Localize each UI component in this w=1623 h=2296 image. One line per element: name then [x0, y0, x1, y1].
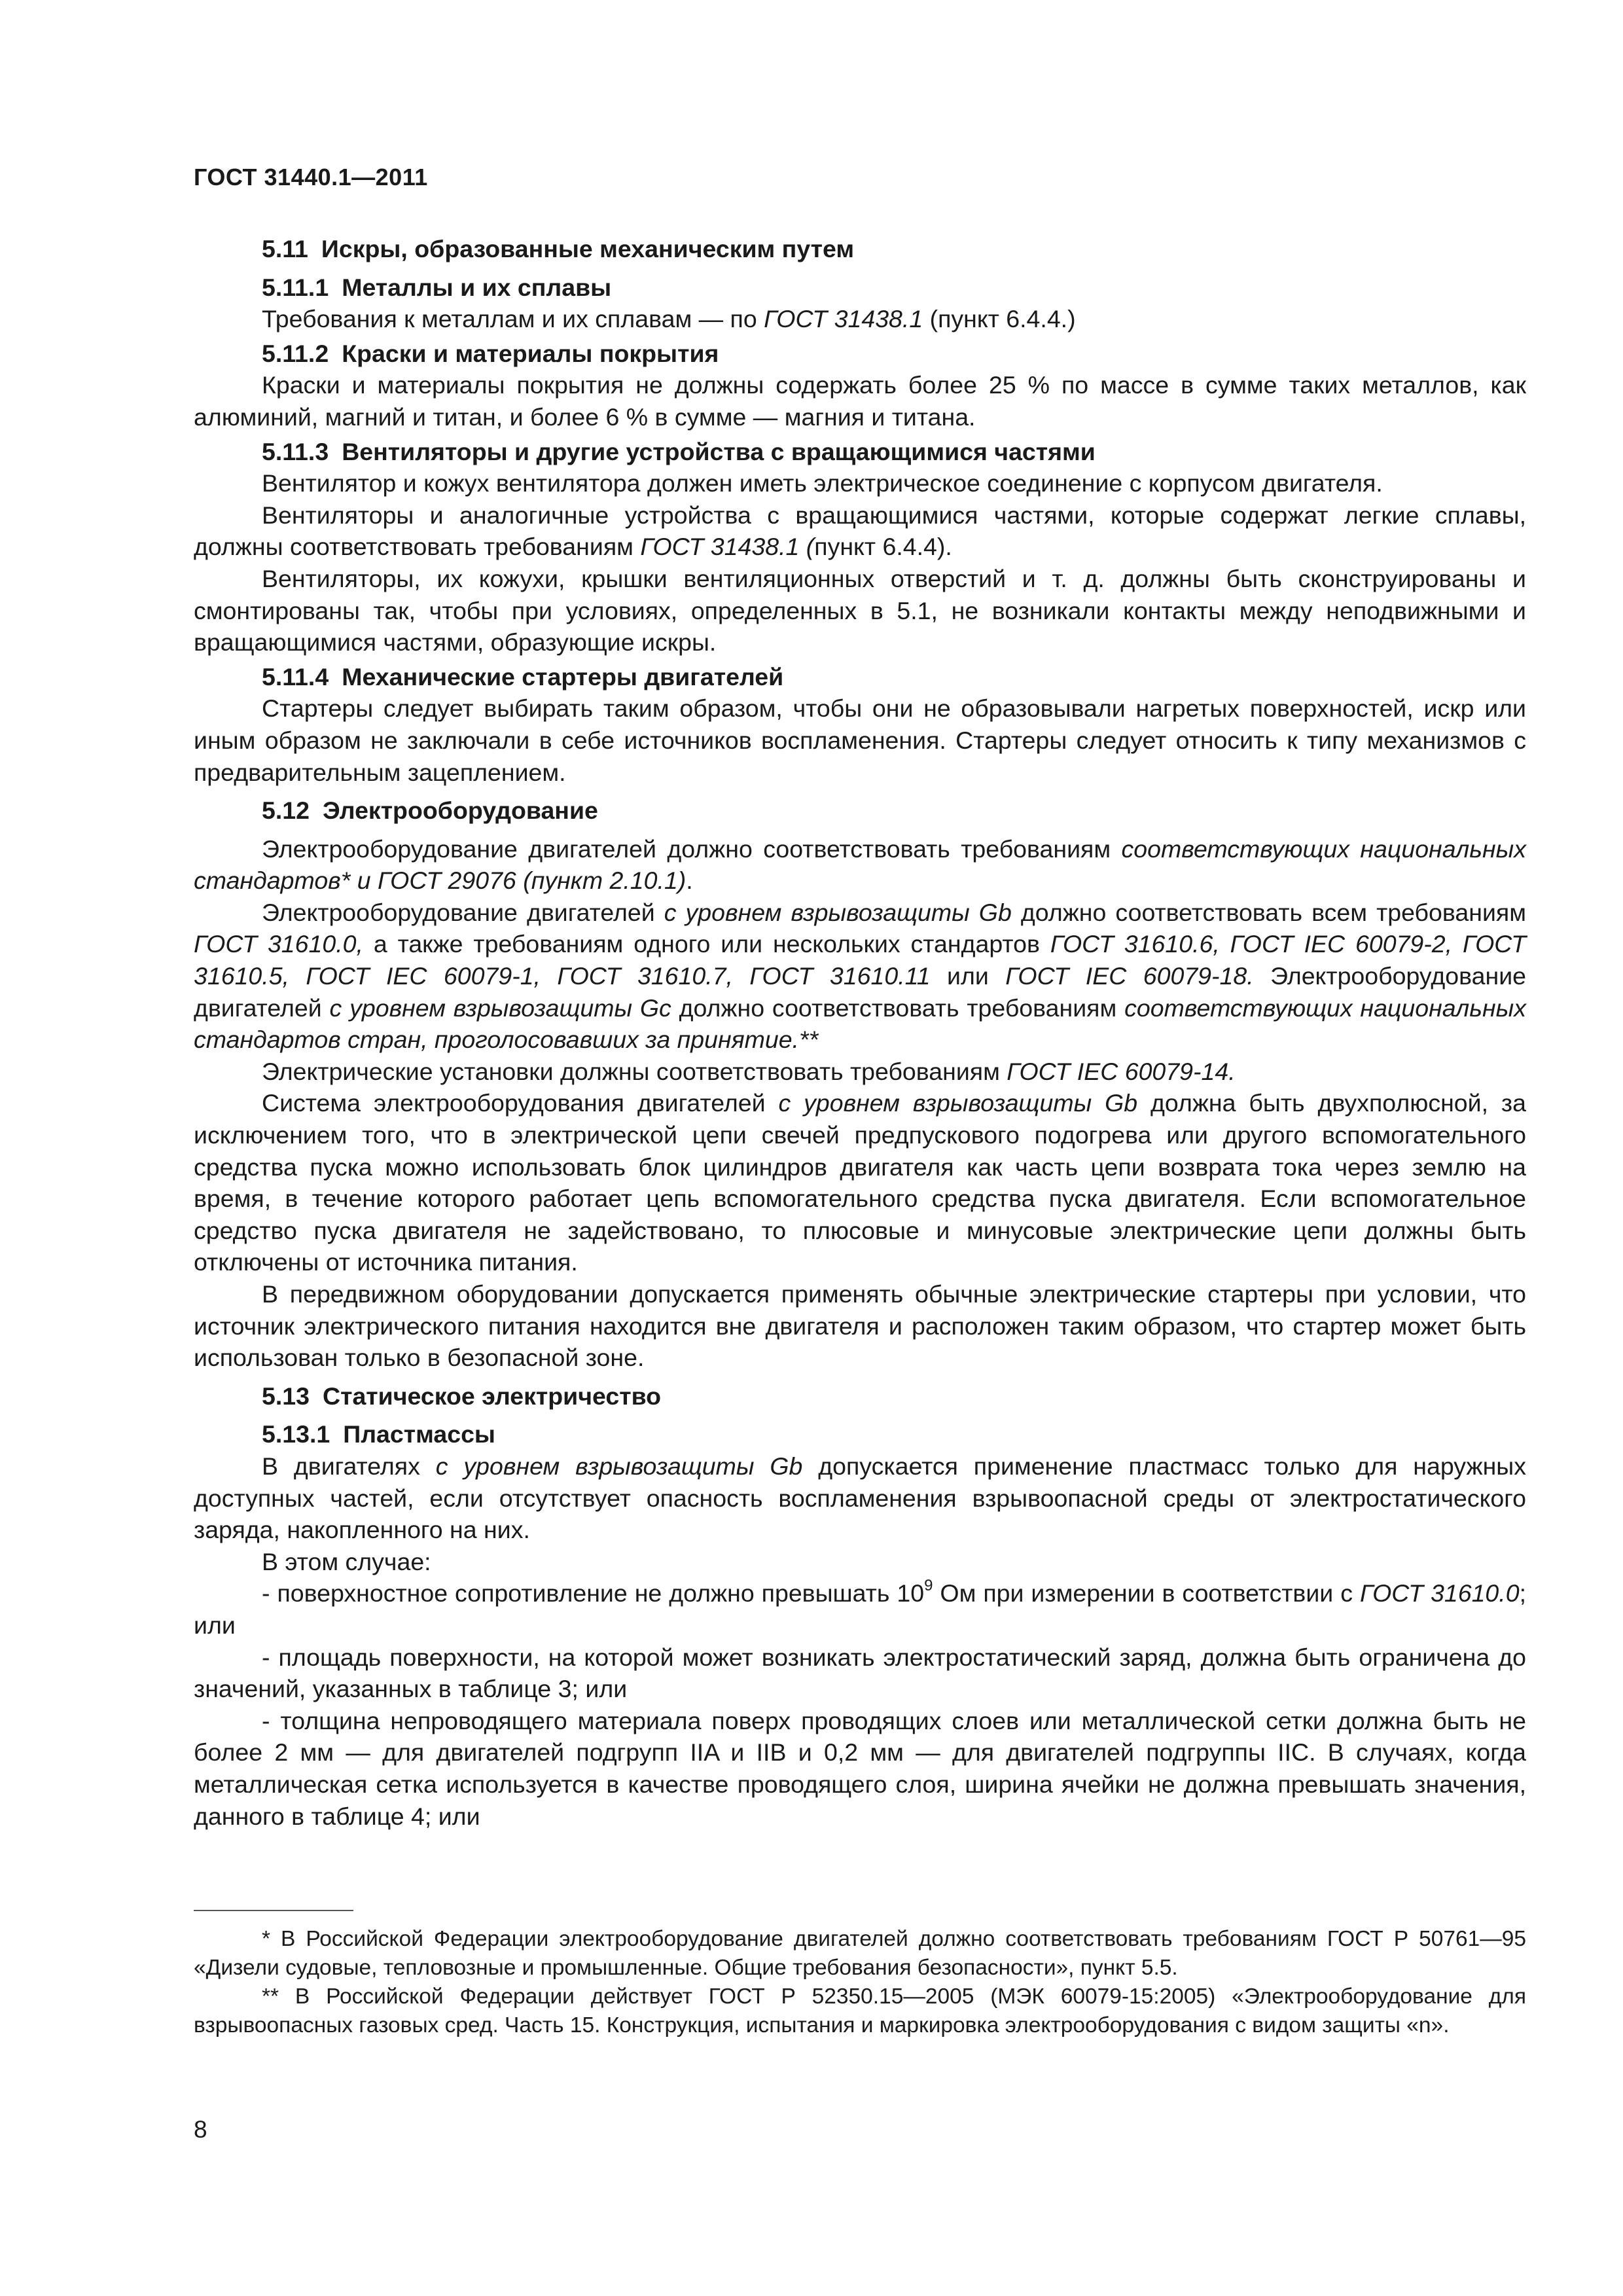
list-item: - площадь поверхности, на которой может возникать электростатический заряд, должна быть ограничена до значений, указанных в таблице 3; или	[194, 1643, 1526, 1703]
paragraph: Система электрооборудования двигателей с уровнем взрывозащиты Gb должна быть двухполюсной, за исключением того, что в электрической цепи свечей предпускового подогрева или другого вспомогательного средства пуска можно использовать блок цилиндров двигателя как часть цепи возврата тока через землю на время, в течение которого работает цепь вспомогательного средства пуска двигателя. Если вспомогательное средство пуска двигателя не задействовано, то плюсовые и минусовые электрические цепи должны быть отключены от источника питания.	[194, 1089, 1526, 1276]
paragraph: Требования к металлам и их сплавам — по ГОСТ 31438.1 (пункт 6.4.4.)	[262, 305, 1076, 333]
section-title: Вентиляторы и другие устройства с вращающимися частями	[342, 437, 1096, 465]
document-body	[194, 226, 1526, 1832]
paragraph: В двигателях с уровнем взрывозащиты Gb допускается применение пластмасс только для наружных доступных частей, если отсутствует опасность воспламенения взрывоопасной среды от электростатического заряда, накопленного на них.	[194, 1452, 1526, 1544]
section-title: Электрооборудование	[323, 797, 598, 825]
footnotes	[194, 1925, 1526, 2040]
section-number: 5.11	[262, 235, 308, 262]
section-title: Статическое электричество	[323, 1382, 662, 1410]
paragraph: Электрооборудование двигателей должно соответствовать требованиям соответствующих национальных стандартов* и ГОСТ 29076 (пункт 2.10.1).	[194, 834, 1526, 895]
document-code: ГОСТ 31440.1—2011	[194, 164, 428, 190]
section-title: Краски и материалы покрытия	[342, 339, 719, 367]
list-item: - поверхностное сопротивление не должно превышать $10^9$ Ом при измерении в соответствии с ГОСТ 31610.0; или	[194, 1576, 1526, 1639]
section-title: Искры, образованные механическим путем	[321, 235, 855, 262]
section-title: Металлы и их сплавы	[342, 273, 612, 301]
section-heading-5-11-3	[194, 436, 1526, 468]
paragraph: Краски и материалы покрытия не должны содержать более 25 % по массе в сумме таких металлов, как алюминий, магний и титан, и более 6 % в сумме — магния и титана.	[194, 371, 1526, 431]
page-number: 8	[194, 2116, 207, 2143]
section-number: 5.11.3	[262, 437, 329, 465]
section-number: 5.13	[262, 1382, 310, 1410]
section-number: 5.11.1	[262, 273, 329, 301]
paragraph: Стартеры следует выбирать таким образом, чтобы они не образовывали нагретых поверхностей, искр или иным образом не заключали в себе источников воспламенения. Стартеры следует относить к типу механизмов с предварительным зацеплением.	[194, 694, 1526, 786]
list-item: - толщина непроводящего материала поверх проводящих слоев или металлической сетки должна быть не более 2 мм — для двигателей подгрупп IIA и IIB и 0,2 мм — для двигателей подгруппы IIC. В случаях, когда металлическая сетка используется в качестве проводящего слоя, ширина ячейки не должна превышать значения, данного в таблице 4; или	[194, 1706, 1526, 1830]
paragraph: Электрические установки должны соответствовать требованиям ГОСТ IEC 60079-14.	[262, 1057, 1236, 1085]
footnote: * В Российской Федерации электрооборудование двигателей должно соответствовать требованиям ГОСТ Р 50761—95 «Дизели судовые, тепловозные и промышленные. Общие требования безопасности», пункт 5.5.	[194, 1927, 1526, 1980]
section-title: Пластмассы	[343, 1420, 495, 1448]
paragraph: Вентиляторы, их кожухи, крышки вентиляционных отверстий и т. д. должны быть сконструированы и смонтированы так, чтобы при условиях, определенных в 5.1, не возникали контакты между неподвижными и вращающимися частями, образующие искры.	[194, 564, 1526, 656]
footnote: ** В Российской Федерации действует ГОСТ Р 52350.15—2005 (МЭК 60079-15:2005) «Электрооборудование для взрывоопасных газовых сред. Часть 15. Конструкция, испытания и маркировка электрооборудования с видом защиты «n».	[194, 1984, 1526, 2037]
paragraph: Вентиляторы и аналогичные устройства с вращающимися частями, которые содержат легкие сплавы, должны соответствовать требованиям ГОСТ 31438.1 (пункт 6.4.4).	[194, 501, 1526, 561]
section-heading-5-12	[194, 795, 1526, 827]
section-heading-5-13-1	[194, 1418, 1526, 1450]
paragraph: В этом случае:	[262, 1547, 431, 1575]
section-heading-5-11	[194, 233, 1526, 265]
section-number: 5.11.2	[262, 339, 329, 367]
section-number: 5.13.1	[262, 1420, 330, 1448]
section-title: Механические стартеры двигателей	[342, 662, 784, 691]
paragraph: Электрооборудование двигателей с уровнем взрывозащиты Gb должно соответствовать всем требованиям ГОСТ 31610.0, а также требованиям одного или нескольких стандартов ГОСТ 31610.6, ГОСТ IEC 60079-2, ГОСТ 31610.5, ГОСТ IEC 60079-1, ГОСТ 31610.7, ГОСТ 31610.11 или ГОСТ IEC 60079-18. Электрооборудование двигателей с уровнем взрывозащиты Gc должно соответствовать требованиям соответствующих национальных стандартов стран, проголосовавших за принятие.**	[194, 898, 1527, 1054]
section-heading-5-13	[194, 1380, 1526, 1412]
section-heading-5-11-2	[194, 338, 1526, 370]
section-number: 5.12	[262, 797, 310, 825]
section-heading-5-11-4	[194, 661, 1526, 693]
section-heading-5-11-1	[194, 272, 1526, 304]
section-number: 5.11.4	[262, 662, 329, 691]
paragraph: В передвижном оборудовании допускается применять обычные электрические стартеры при условии, что источник электрического питания находится вне двигателя и расположен таким образом, что стартер может быть использован только в безопасной зоне.	[194, 1280, 1526, 1372]
footnote-divider	[194, 1910, 353, 1911]
paragraph: Вентилятор и кожух вентилятора должен иметь электрическое соединение с корпусом двигателя.	[262, 469, 1383, 497]
